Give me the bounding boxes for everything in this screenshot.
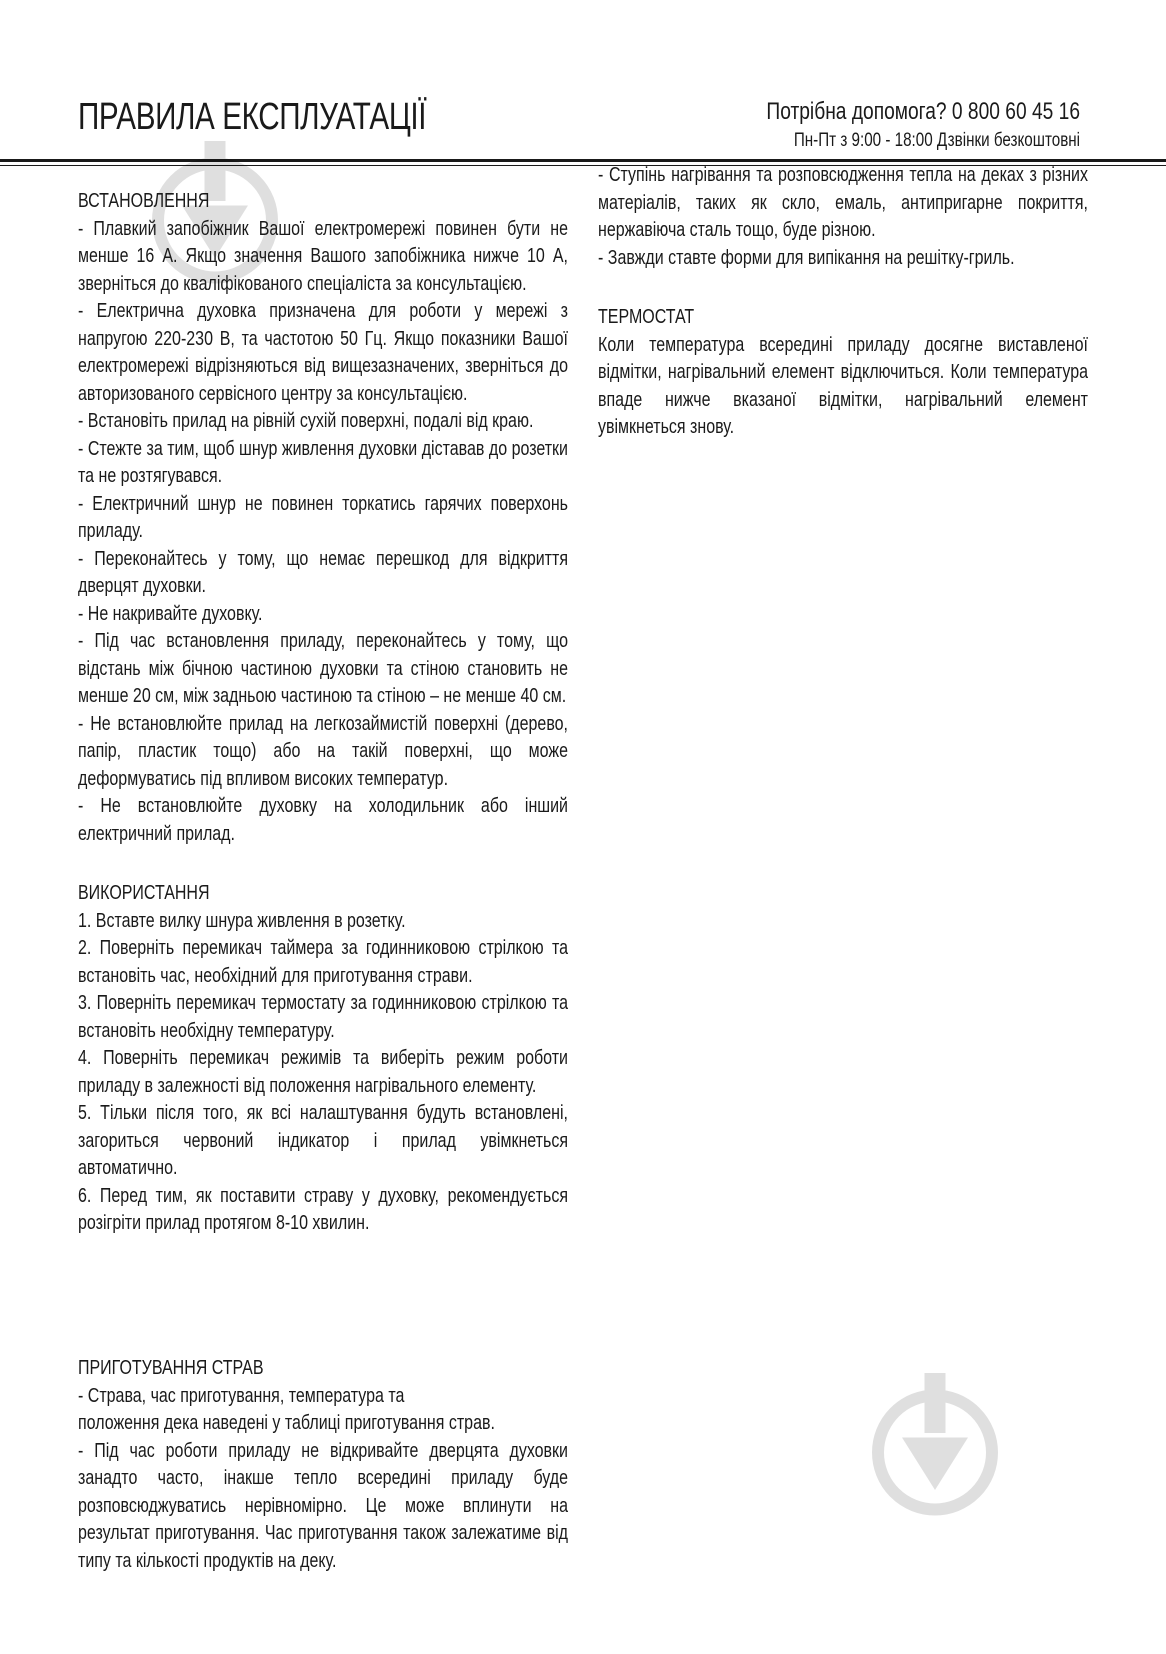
usage-step: 6. Перед тим, як поставити страву у духовку, рекомендується розігріти прилад протягом 8-10 хвилин. xyxy=(78,1184,568,1234)
installation-item: - Не встановлюйте духовку на холодильник або інший електричний прилад. xyxy=(78,795,568,845)
usage-step: 5. Тільки після того, як всі налаштування будуть встановлені, загориться червоний індикатор і прилад увімкнеться автоматично. xyxy=(78,1102,568,1179)
section-heading-thermostat: ТЕРМОСТАТ xyxy=(598,306,695,328)
section-baking xyxy=(598,162,1088,272)
thermostat-text: Коли температура всередині приладу досягне виставленої відмітки, нагрівальний елемент відключиться. Коли температура впаде нижче вказаної відмітки, нагрівальний елемент увімкнеться знову. xyxy=(598,333,1088,438)
installation-item: - Під час встановлення приладу, переконайтесь у тому, що відстань між бічною частиною духовки та стіною становить не менше 20 см, між задньою частиною та стіною – не менше 40 см. xyxy=(78,630,568,707)
installation-item: - Електричний шнур не повинен торкатись гарячих поверхонь приладу. xyxy=(78,492,568,542)
cooking-column xyxy=(78,1355,568,1607)
usage-step: 3. Поверніть перемикач термостату за годинниковою стрілкою та встановіть необхідну температуру. xyxy=(78,992,568,1042)
baking-item: - Завжди ставте форми для випікання на решітку-гриль. xyxy=(598,246,1015,269)
installation-item: - Встановіть прилад на рівній сухій поверхні, подалі від краю. xyxy=(78,410,534,432)
installation-item: - Не встановлюйте прилад на легкозаймистій поверхні (дерево, папір, пластик тощо) або на такій поверхні, що може деформуватись під впливом високих температур. xyxy=(78,712,568,790)
section-heading-installation: ВСТАНОВЛЕННЯ xyxy=(78,190,210,212)
usage-step: 4. Поверніть перемикач режимів та виберіть режим роботи приладу в залежності від положення нагрівального елементу. xyxy=(78,1047,568,1097)
section-cooking xyxy=(78,1355,568,1575)
installation-item: - Електрична духовка призначена для роботи у мережі з напругою 220-230 В, та частотою 50 Гц. Якщо показники Вашої електромережі відрізняються від вищезазначених, зверніться до авторизованого сервісного центру за консультацією. xyxy=(78,300,568,405)
section-heading-cooking: ПРИГОТУВАННЯ СТРАВ xyxy=(78,1357,264,1379)
section-heading-usage: ВИКОРИСТАННЯ xyxy=(78,882,210,904)
help-phone: Потрібна допомога? 0 800 60 45 16 xyxy=(766,98,1080,125)
usage-step: 2. Поверніть перемикач таймера за годинниковою стрілкою та встановіть час, необхідний для приготування страви. xyxy=(78,937,568,987)
baking-item: - Ступінь нагрівання та розповсюдження тепла на деках з різних матеріалів, таких як скло, емаль, антипригарне покриття, нержавіюча сталь тощо, буде різною. xyxy=(598,164,1088,241)
cooking-item: положення дека наведені у таблиці приготування страв. xyxy=(78,1412,495,1434)
download-arrow-icon xyxy=(860,1370,1010,1520)
installation-item: - Не накривайте духовку. xyxy=(78,602,263,625)
section-thermostat xyxy=(598,304,1088,442)
left-column xyxy=(78,188,568,1270)
cooking-item: - Страва, час приготування, температура та xyxy=(78,1384,405,1407)
help-block xyxy=(688,98,1080,154)
page-title: ПРАВИЛА ЕКСПЛУАТАЦІЇ xyxy=(78,96,427,138)
installation-item: - Плавкий запобіжник Вашої електромережі повинен бути не менше 16 А. Якщо значення Вашого запобіжника нижче 10 А, зверніться до кваліфікованого спеціаліста за консультацією. xyxy=(78,217,568,295)
right-column xyxy=(598,162,1088,474)
section-usage xyxy=(78,880,568,1238)
installation-item: - Переконайтесь у тому, що немає перешкод для відкриття дверцят духовки. xyxy=(78,547,568,597)
cooking-item: - Під час роботи приладу не відкривайте дверцята духовки занадто часто, інакше тепло всередині приладу буде розповсюджуватись нерівномірно. Це може вплинути на результат приготування. Час приготування також залежатиме від типу та кількості продуктів на деку. xyxy=(78,1439,568,1572)
section-installation xyxy=(78,188,568,848)
installation-item: - Стежте за тим, щоб шнур живлення духовки діставав до розетки та не розтягувався. xyxy=(78,437,568,487)
help-hours: Пн-Пт з 9:00 - 18:00 Дзвінки безкоштовні xyxy=(793,130,1080,151)
usage-step: 1. Вставте вилку шнура живлення в розетку. xyxy=(78,909,406,932)
